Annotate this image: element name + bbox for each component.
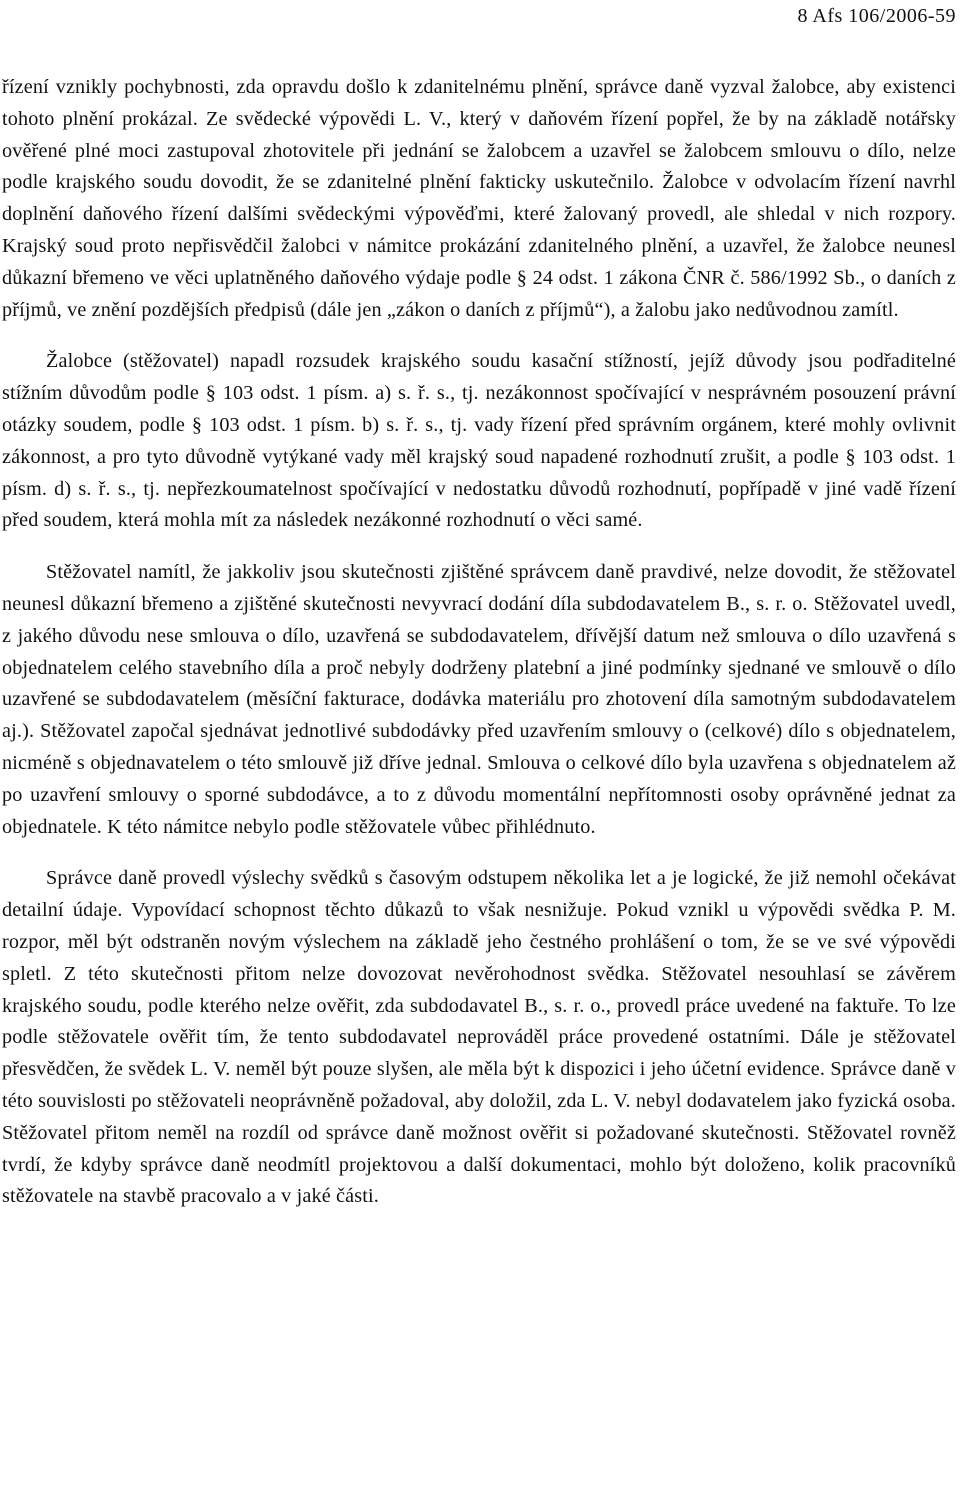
paragraph-continuation: řízení vznikly pochybnosti, zda opravdu došlo k zdanitelnému plnění, správce daně vyzval žalobce, aby existenci tohoto plnění prokázal. Ze svědecké výpovědi L. V., který v daňovém řízení popřel, že by na základě notářsky ověřené plné moci zastupoval zhotovitele při jednání se žalobcem a uzavřel se žalobcem smlouvu o dílo, nelze podle krajského soudu dovodit, že se zdanitelné plnění fakticky uskutečnilo. Žalobce v odvolacím řízení navrhl doplnění daňového řízení dalšími svědeckými výpověďmi, které žalovaný provedl, ale shledal v nich rozpory. Krajský soud proto nepřisvědčil žalobci v námitce prokázání zdanitelného plnění, a uzavřel, že žalobce neunesl důkazní břemeno ve věci uplatněného daňového výdaje podle § 24 odst. 1 zákona ČNR č. 586/1992 Sb., o daních z příjmů, ve znění pozdějších předpisů (dále jen „zákon o daních z příjmů“), a žalobu jako nedůvodnou zamítl. xyxy=(2,76,956,321)
paragraph-witness-hearings: Správce daně provedl výslechy svědků s časovým odstupem několika let a je logické, že již nemohl očekávat detailní údaje. Vypovídací schopnost těchto důkazů to však nesnižuje. Pokud vznikl u výpovědi svědka P. M. rozpor, měl být odstraněn novým výslechem na základě jeho čestného prohlášení o tom, že se ve své výpovědi spletl. Z této skutečnosti přitom nelze dovozovat nevěrohodnost svědka. Stěžovatel nesouhlasí se závěrem krajského soudu, podle kterého nelze ověřit, zda subdodavatel B., s. r. o., provedl práce uvedené na faktuře. To lze podle stěžovatele ověřit tím, že tento subdodavatel neprováděl práce provedené ostatními. Dále je stěžovatel přesvědčen, že svědek L. V. neměl být pouze slyšen, ale měla být k dispozici i jeho účetní evidence. Správce daně v této souvislosti po stěžovateli neoprávněně požadoval, aby doložil, zda L. V. nebyl dodavatelem jako fyzická osoba. Stěžovatel přitom neměl na rozdíl od správce daně možnost ověřit si požadované skutečnosti. Stěžovatel rovněž tvrdí, že kdyby správce daně neodmítl projektovou a další dokumentaci, mohlo být doloženo, kolik pracovníků stěžovatele na stavbě pracovalo a v jaké části. xyxy=(2,867,956,1208)
case-reference-header: 8 Afs 106/2006-59 xyxy=(797,5,956,27)
document-body xyxy=(2,72,956,1233)
paragraph-cassation-complaint: Žalobce (stěžovatel) napadl rozsudek krajského soudu kasační stížností, jejíž důvody jsou podřaditelné stížním důvodům podle § 103 odst. 1 písm. a) s. ř. s., tj. nezákonnost spočívající v nesprávném posouzení právní otázky soudem, podle § 103 odst. 1 písm. b) s. ř. s., tj. vady řízení před správním orgánem, které mohly ovlivnit zákonnost, a pro tyto důvodně vytýkané vady měl krajský soud napadené rozhodnutí zrušit, a podle § 103 odst. 1 písm. d) s. ř. s., tj. nepřezkoumatelnost spočívající v nedostatku důvodů rozhodnutí, popřípadě v jiné vadě řízení před soudem, která mohla mít za následek nezákonné rozhodnutí o věci samé. xyxy=(2,350,956,532)
paragraph-objections: Stěžovatel namítl, že jakkoliv jsou skutečnosti zjištěné správcem daně pravdivé, nelze dovodit, že stěžovatel neunesl důkazní břemeno a zjištěné skutečnosti nevyvrací dodání díla subdodavatelem B., s. r. o. Stěžovatel uvedl, z jakého důvodu nese smlouva o dílo, uzavřená se subdodavatelem, dřívější datum než smlouva o dílo uzavřená s objednatelem celého stavebního díla a proč nebyly dodrženy platební a jiné podmínky sjednané ve smlouvě o dílo uzavřené se subdodavatelem (měsíční fakturace, dodávka materiálu pro zhotovení díla samotným subdodavatelem aj.). Stěžovatel započal sjednávat jednotlivé subdodávky před uzavřením smlouvy o (celkové) dílo s objednatelem, nicméně s objednavatelem o této smlouvě již dříve jednal. Smlouva o celkové dílo byla uzavřena s objednatelem až po uzavření smlouvy o sporné subdodávce, a to z důvodu momentální nepřítomnosti osoby oprávněné jednat za objednatele. K této námitce nebylo podle stěžovatele vůbec přihlédnuto. xyxy=(2,561,956,838)
